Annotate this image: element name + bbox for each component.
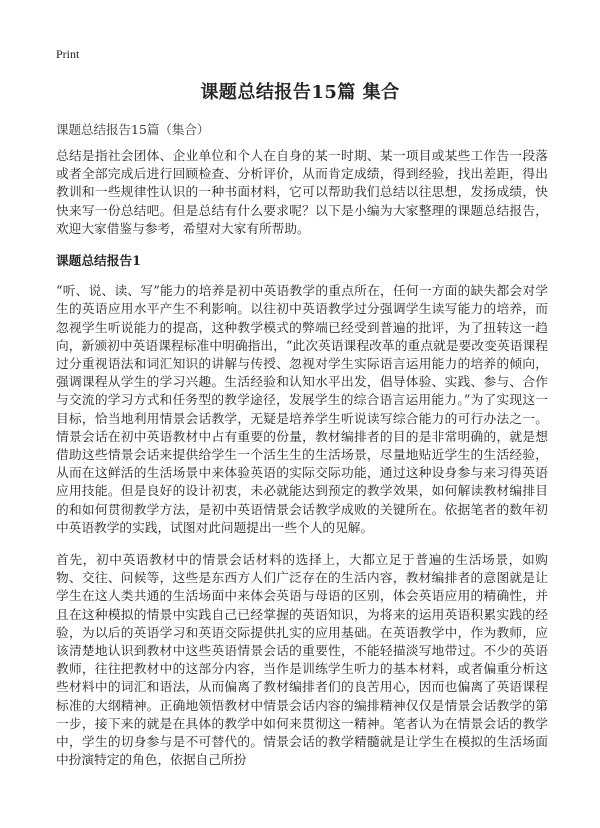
print-link[interactable]: Print [56, 47, 80, 61]
intro-paragraph: 总结是指社会团体、企业单位和个人在自身的某一时期、某一项目或某些工作告一段落或者全部完成后进行回顾检查、分析评价，从而肯定成绩，得到经验，找出差距，得出教训和一些规律性认识的一种书面材料，它可以帮助我们总结以往思想，发扬成绩，快快来写一份总结吧。但是总结有什么要求呢？以下是小编为大家整理的课题总结报告，欢迎大家借鉴与参考，希望对大家有所帮助。 [56, 148, 548, 236]
article-body [56, 147, 548, 784]
body-paragraph: 首先，初中英语教材中的情景会话材料的选择上，大都立足于普遍的生活场景，如购物、交往、问候等，这些是东西方人们广泛存在的生活内容，教材编排者的意图就是让学生在这人类共通的生活场面中来体会英语与母语的区别，体会英语应用的精确性，并且在这种模拟的情景中实践自己已经掌握的英语知识，为将来的运用英语积累实践的经验，为以后的英语学习和英语交际提供扎实的应用基础。在英语教学中，作为教师，应该清楚地认识到教材中这些英语情景会话的重要性，不能轻描淡写地带过。不少的英语教师，往往把教材中的这部分内容，当作是训练学生听力的基本材料，或者偏重分析这些材料中的词汇和语法，从而偏离了教材编排者们的良苦用心，因而也偏离了英语课程标准的大纲精神。正确地领悟教材中情景会话内容的编排精神仅仅是情景会话教学的第一步，接下来的就是在具体的教学中如何来贯彻这一精神。笔者认为在情景会话的教学中，学生的切身参与是不可替代的。情景会话的教学精髓就是让学生在模拟的生活场面中扮演特定的角色，依据自己所扮 [56, 552, 548, 768]
page-title: 课题总结报告15篇 集合 [200, 82, 400, 103]
body-paragraph: “听、说、读、写”能力的培养是初中英语教学的重点所在，任何一方面的缺失都会对学生的英语应用水平产生不利影响。以往初中英语教学过分强调学生读写能力的培养，而忽视学生听说能力的提高，这种教学模式的弊端已经受到普遍的批评，为了扭转这一趋向，新颁初中英语课程标准中明确指出，“此次英语课程改革的重点就是要改变英语课程过分重视语法和词汇知识的讲解与传授、忽视对学生实际语言运用能力的培养的倾向，强调课程从学生的学习兴趣。生活经验和认知水平出发，倡导体验、实践、参与、合作与交流的学习方式和任务型的教学途径，发展学生的综合语言运用能力。”为了实现这一目标，恰当地利用情景会话教学，无疑是培养学生听说读写综合能力的可行办法之一。情景会话在初中英语教材中占有重要的份量，教材编排者的目的是非常明确的，就是想借助这些情景会话来提供给学生一个活生生的生活场景，尽量地贴近学生的生活经验，从而在这鲜活的生活场景中来体验英语的实际交际功能，通过这种设身参与来习得英语应用技能。但是良好的设计初衷，未必就能达到预定的教学效果，如何解读教材编排目的和如何贯彻教学方法，是初中英语情景会话教学成败的关键所在。依据笔者的数年初中英语教学的实践，试图对此问题提出一些个人的见解。 [56, 283, 548, 535]
article-subtitle: 课题总结报告15篇（集合） [56, 122, 210, 137]
section-heading: 课题总结报告1 [56, 253, 141, 269]
